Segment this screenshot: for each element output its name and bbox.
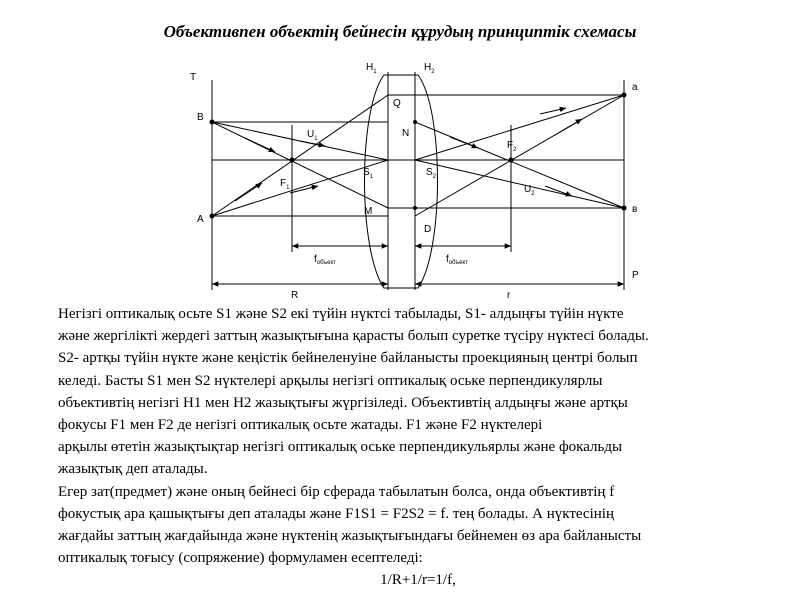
point-f1	[290, 158, 295, 163]
point-image-b	[622, 206, 627, 211]
ray-a-f1-q	[212, 95, 388, 216]
label-image-a: a	[632, 82, 638, 93]
ray-s2-a	[415, 95, 624, 160]
label-s2: $S_2$	[426, 167, 437, 180]
page-title: Объективпен объектің бейнесін құрудың принциптік схемасы	[163, 22, 637, 41]
text-line: жағдайы заттың жағдайында және нүктенің жазықтығындағы бейнемен өз ара байланысты	[58, 528, 642, 545]
ray-d-f2-a	[415, 95, 624, 216]
arrow-ray-a	[235, 183, 262, 201]
label-m: M	[364, 206, 373, 217]
text-line: объективтің негізгі Н1 мен Н2 жазықтығы жүргізіледі. Объективтің алдыңғы және артқы	[58, 394, 628, 411]
label-h2: $H_2$	[424, 62, 435, 75]
text-line: жазықтық деп аталады.	[58, 461, 208, 478]
label-d: D	[424, 224, 432, 235]
point-image-a	[622, 93, 627, 98]
text-line: Негізгі оптикалық осьте S1 және S2 екі түйін нүктсі табылады, S1- алдыңғы түйін нүкте	[58, 306, 624, 322]
label-r-image: r	[507, 290, 511, 301]
text-line: фокустық ара қашықтығы деп аталады және F1S1 = F2S2 = f. тең болады. А нүктесінің	[58, 505, 614, 522]
text-line: оптикалық тоғысу (сопряжение) формуламен есептеледі:	[58, 550, 423, 567]
point-b	[210, 120, 215, 125]
label-p: Р	[632, 270, 639, 281]
point-n	[413, 120, 417, 124]
lens-formula: 1/R+1/r=1/f,	[380, 572, 456, 589]
label-s1: $S_1$	[363, 167, 374, 180]
label-image-b: в	[632, 204, 638, 215]
ray-s2-b	[415, 160, 624, 208]
text-line: S2- артқы түйін нүкте және кеңістік бейнеленуіне байланысты проекцияның центрі болып	[58, 350, 638, 367]
label-u2: $U_2$	[524, 184, 535, 197]
description-text	[58, 303, 778, 592]
objective-lens	[365, 75, 438, 288]
ray-a-s1	[212, 160, 388, 216]
label-n: N	[402, 128, 410, 139]
label-h1: $H_1$	[366, 62, 377, 75]
arrow-image-a2	[555, 119, 582, 135]
point-d	[413, 206, 417, 210]
label-q: Q	[393, 98, 401, 109]
label-f1: $F_1$	[280, 178, 290, 191]
text-line: Егер зат(предмет) және оның бейнесі бір сферада табылатын болса, онда объективтің f	[58, 483, 615, 500]
ray-n-f2-b	[415, 122, 624, 208]
arrow-ray-b-s1	[300, 141, 325, 146]
point-f2	[509, 158, 514, 163]
point-a	[210, 214, 215, 219]
arrow-image-b1	[450, 137, 478, 148]
label-a: A	[197, 214, 204, 225]
label-u1: $U_1$	[307, 129, 318, 142]
ray-b-f1-m	[212, 122, 388, 208]
text-line: фокусы F1 мен F2 де негізгі оптикалық осьте жатады. F1 және F2 нүктелері	[58, 417, 543, 434]
label-b: B	[197, 112, 204, 123]
text-line: келеді. Басты S1 мен S2 нүктелері арқылы негізгі оптикалық оське перпендикулярлы	[58, 372, 603, 389]
label-r-object: R	[291, 290, 299, 301]
text-line: және жергілікті жердегі заттың жазықтығына қарасты болып суретке түсіру нүктесі болады.	[58, 328, 649, 345]
label-f2: $F_2$	[507, 140, 517, 153]
text-line: арқылы өтетін жазықтықтар негізгі оптикалық оське перпендикульярлы және фокальды	[58, 439, 623, 456]
arrow-u1	[245, 138, 275, 152]
label-f-objective-left: $f_{объект}$	[314, 254, 336, 266]
label-t: Т	[190, 72, 197, 83]
arrow-image-a1	[540, 108, 566, 114]
label-f-objective-right: $f_{объект}$	[446, 254, 468, 266]
